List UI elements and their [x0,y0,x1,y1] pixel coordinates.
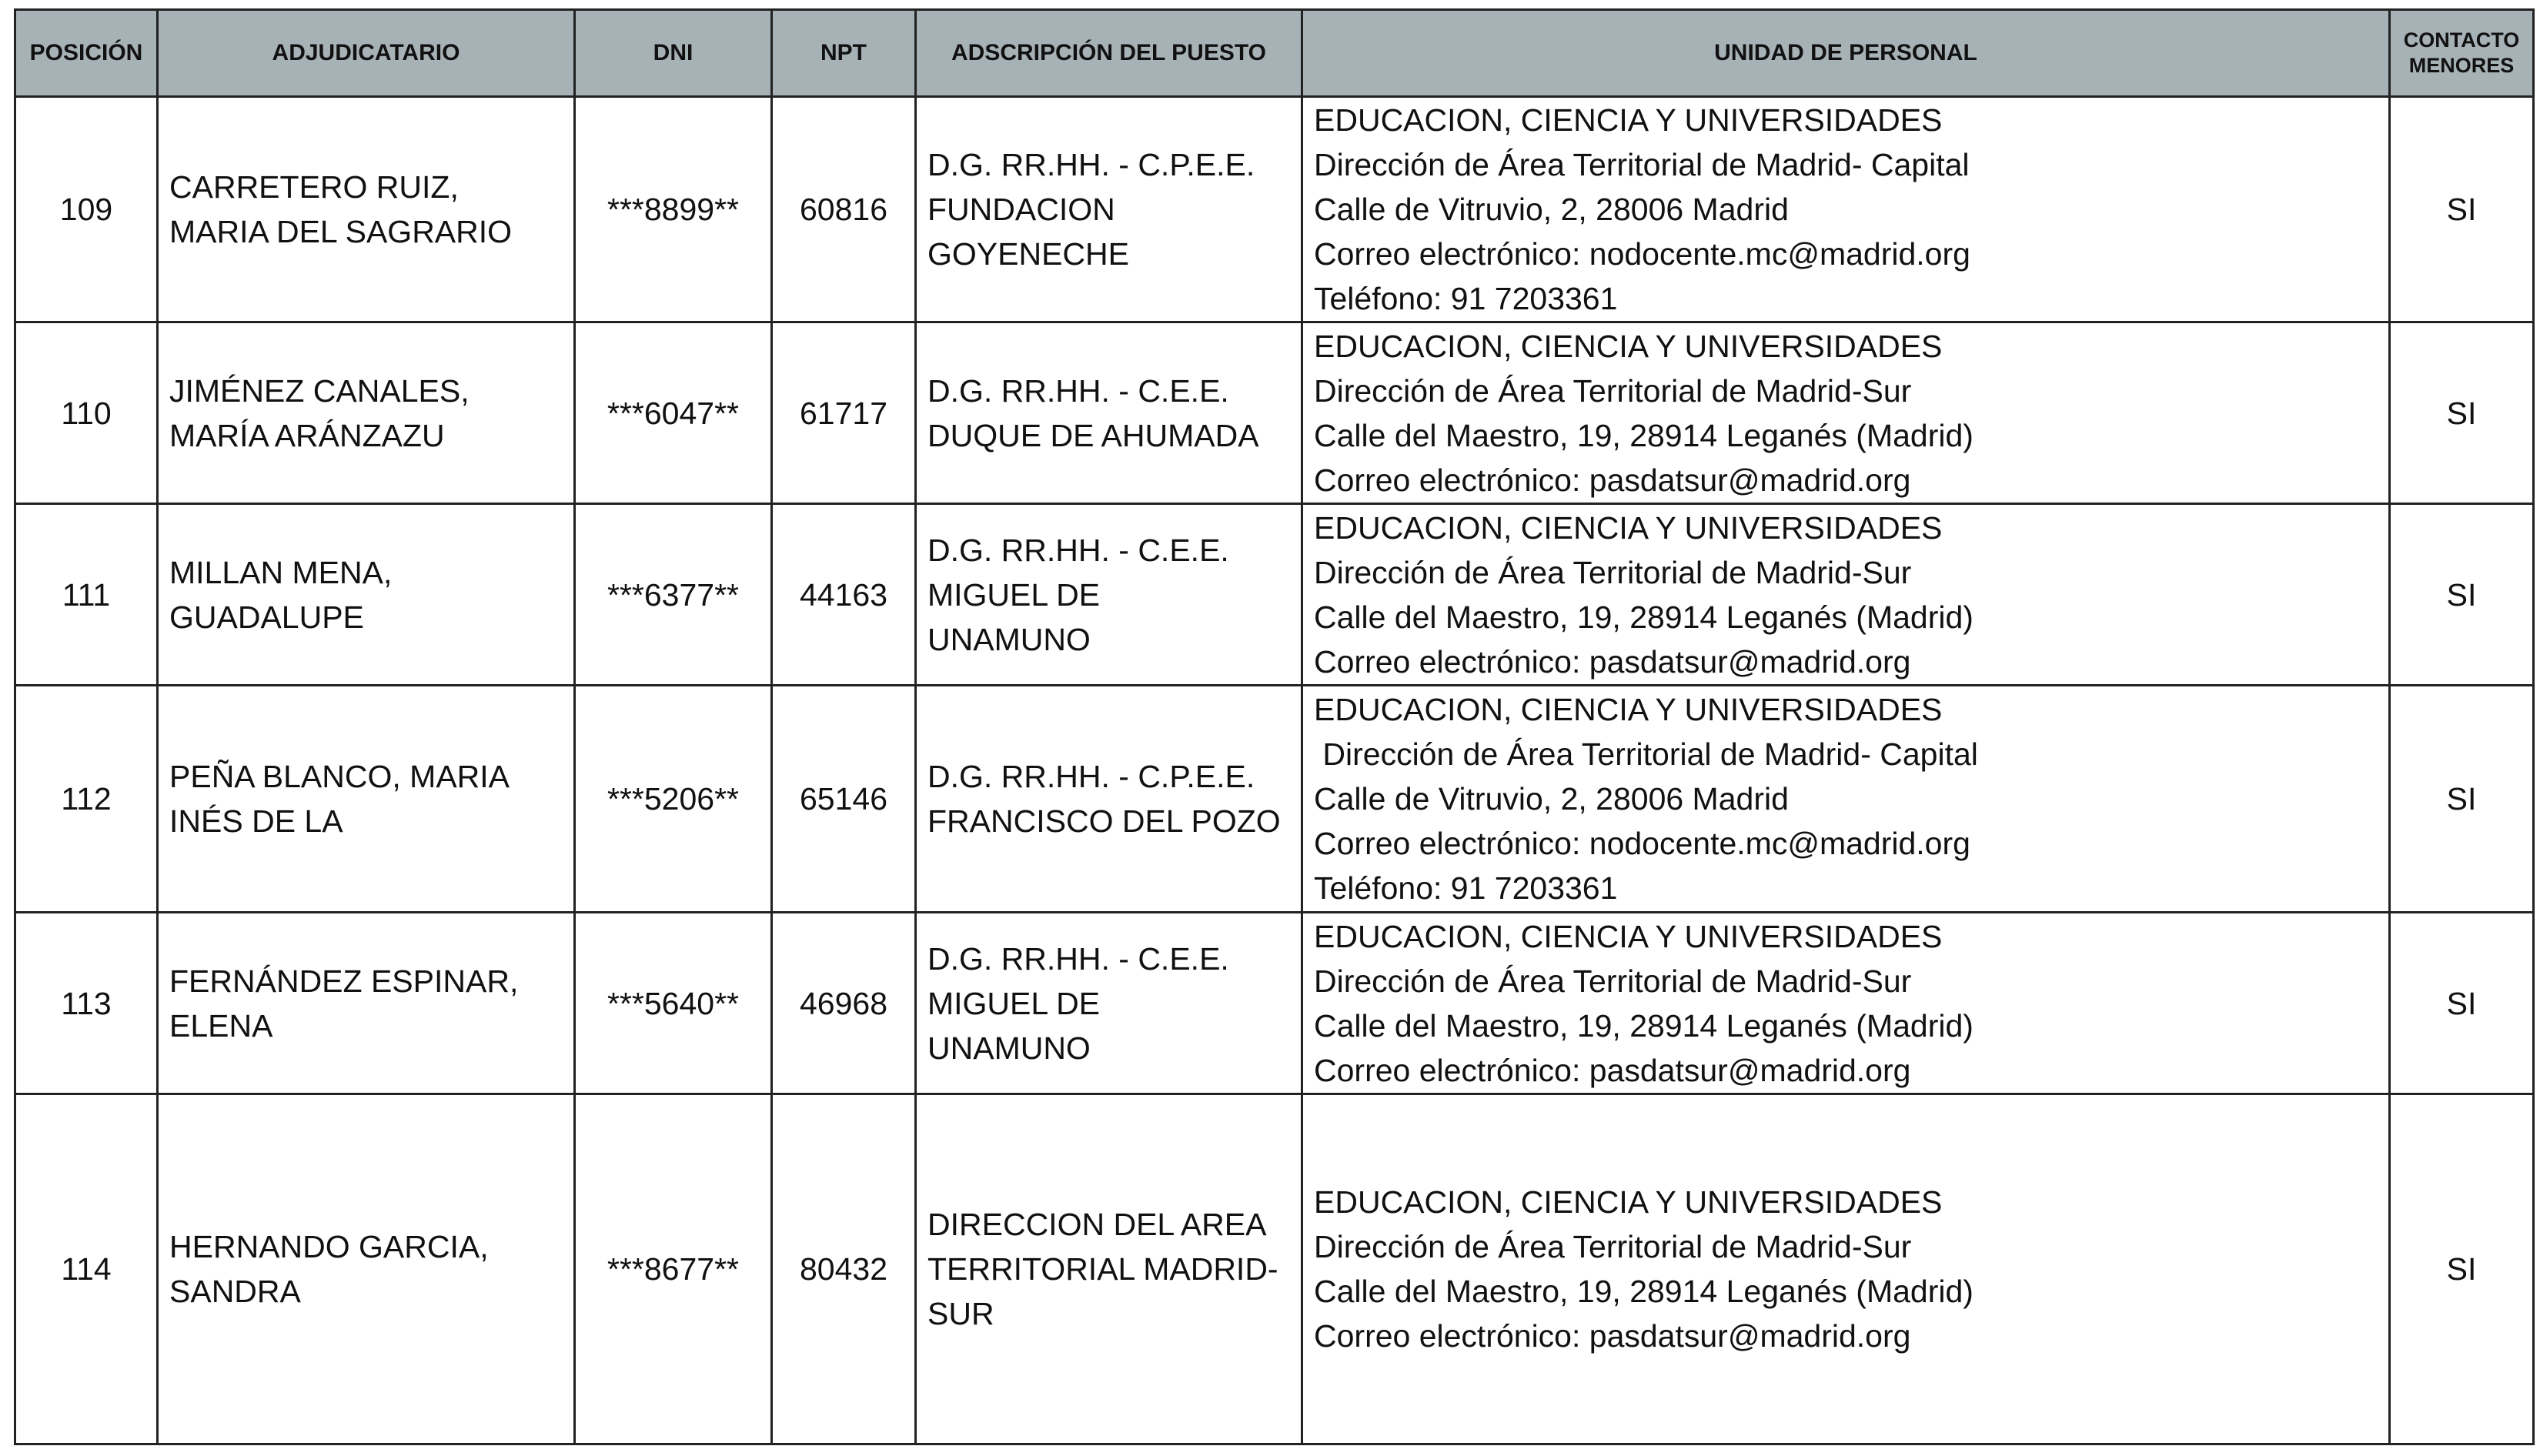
adscripcion-line: DUQUE DE AHUMADA [927,417,1259,453]
cell-dni: ***5640** [575,913,772,1094]
adscripcion-line: D.G. RR.HH. - C.P.E.E. [927,147,1255,182]
cell-npt: 65146 [772,686,916,913]
adscripcion-line: GOYENECHE [927,236,1129,272]
cell-dni: ***8677** [575,1094,772,1444]
unidad-line: Teléfono: 91 7203361 [1314,870,1618,906]
table-row [15,913,2534,1094]
header-dni: DNI [575,10,772,97]
adscripcion-line: MIGUEL DE [927,985,1101,1021]
table-header-row [15,10,2534,97]
cell-adjudicatario [158,913,575,1094]
cell-contacto: SI [2390,1094,2534,1444]
adjudicatario-line: GUADALUPE [169,599,364,635]
cell-contacto: SI [2390,504,2534,686]
cell-adscripcion [916,1094,1302,1444]
header-adscripcion: ADSCRIPCIÓN DEL PUESTO [916,10,1302,97]
table-row [15,322,2534,504]
unidad-line: Calle del Maestro, 19, 28914 Leganés (Madrid) [1314,1274,1974,1309]
adscripcion-line: D.G. RR.HH. - C.P.E.E. [927,759,1255,794]
cell-unidad [1302,686,2390,913]
cell-posicion: 114 [15,1094,158,1444]
cell-adscripcion [916,913,1302,1094]
cell-adjudicatario [158,97,575,322]
unidad-line: Correo electrónico: nodocente.mc@madrid.org [1314,236,1970,272]
unidad-line: Correo electrónico: pasdatsur@madrid.org [1314,1052,1911,1088]
unidad-line: Calle del Maestro, 19, 28914 Leganés (Madrid) [1314,1007,1974,1044]
adjudication-table [14,8,2535,1445]
adjudicatario-line: ELENA [169,1007,273,1044]
adjudicatario-line: PEÑA BLANCO, MARIA [169,759,510,794]
adjudicatario-line: FERNÁNDEZ ESPINAR, [169,963,519,999]
unidad-line: Dirección de Área Territorial de Madrid- Capital [1314,736,1978,772]
cell-adjudicatario [158,322,575,504]
cell-dni: ***5206** [575,686,772,913]
unidad-line: Calle del Maestro, 19, 28914 Leganés (Madrid) [1314,599,1974,635]
adscripcion-line: UNAMUNO [927,1030,1091,1066]
cell-posicion: 112 [15,686,158,913]
adjudicatario-line: HERNANDO GARCIA, [169,1229,489,1264]
header-unidad: UNIDAD DE PERSONAL [1302,10,2390,97]
adjudicatario-line: MARIA DEL SAGRARIO [169,214,513,249]
table-row [15,97,2534,322]
cell-adscripcion [916,97,1302,322]
adjudicatario-line: SANDRA [169,1274,301,1309]
adscripcion-line: UNAMUNO [927,621,1091,657]
adscripcion-line: MIGUEL DE [927,576,1101,613]
cell-adscripcion [916,322,1302,504]
unidad-line: Correo electrónico: pasdatsur@madrid.org [1314,643,1911,680]
adjudicatario-line: INÉS DE LA [169,803,343,839]
header-npt: NPT [772,10,916,97]
adscripcion-line: D.G. RR.HH. - C.E.E. [927,532,1229,568]
unidad-line: EDUCACION, CIENCIA Y UNIVERSIDADES [1314,509,1943,546]
adjudicatario-line: MARÍA ARÁNZAZU [169,417,445,453]
adscripcion-line: D.G. RR.HH. - C.E.E. [927,940,1229,977]
unidad-line: Correo electrónico: pasdatsur@madrid.org [1314,1318,1911,1354]
cell-npt: 80432 [772,1094,916,1444]
cell-npt: 60816 [772,97,916,322]
cell-dni: ***8899** [575,97,772,322]
unidad-line: Calle del Maestro, 19, 28914 Leganés (Madrid) [1314,417,1974,453]
cell-dni: ***6377** [575,504,772,686]
cell-posicion: 109 [15,97,158,322]
adscripcion-line: FUNDACION [927,192,1115,227]
unidad-line: EDUCACION, CIENCIA Y UNIVERSIDADES [1314,1184,1943,1220]
cell-contacto: SI [2390,686,2534,913]
unidad-line: EDUCACION, CIENCIA Y UNIVERSIDADES [1314,918,1943,954]
cell-unidad [1302,322,2390,504]
adscripcion-line: TERRITORIAL MADRID- [927,1251,1278,1287]
cell-posicion: 113 [15,913,158,1094]
cell-adjudicatario [158,686,575,913]
table-body [15,97,2534,1444]
adjudicatario-line: JIMÉNEZ CANALES, [169,372,470,409]
cell-unidad [1302,97,2390,322]
adjudicatario-line: MILLAN MENA, [169,554,393,590]
adscripcion-line: SUR [927,1296,994,1331]
header-posicion: POSICIÓN [15,10,158,97]
cell-adscripcion [916,686,1302,913]
unidad-line: Teléfono: 91 7203361 [1314,281,1618,316]
cell-npt: 44163 [772,504,916,686]
cell-adscripcion [916,504,1302,686]
header-contacto-menores [2390,10,2534,97]
cell-adjudicatario [158,1094,575,1444]
cell-dni: ***6047** [575,322,772,504]
cell-npt: 61717 [772,322,916,504]
cell-unidad [1302,1094,2390,1444]
header-contacto-line1: CONTACTO [2403,28,2520,52]
unidad-line: Dirección de Área Territorial de Madrid-Sur [1314,372,1912,409]
table-row [15,1094,2534,1444]
unidad-line: Dirección de Área Territorial de Madrid-Sur [1314,963,1912,999]
adjudicatario-line: CARRETERO RUIZ, [169,169,459,205]
unidad-line: EDUCACION, CIENCIA Y UNIVERSIDADES [1314,328,1943,364]
cell-contacto: SI [2390,322,2534,504]
unidad-line: Correo electrónico: nodocente.mc@madrid.org [1314,826,1970,861]
adscripcion-line: DIRECCION DEL AREA [927,1207,1267,1242]
unidad-line: Dirección de Área Territorial de Madrid- Capital [1314,147,1970,182]
cell-contacto: SI [2390,97,2534,322]
cell-contacto: SI [2390,913,2534,1094]
table-row [15,686,2534,913]
unidad-line: Dirección de Área Territorial de Madrid-Sur [1314,1229,1912,1264]
unidad-line: Dirección de Área Territorial de Madrid-Sur [1314,554,1912,590]
unidad-line: Calle de Vitruvio, 2, 28006 Madrid [1314,781,1789,816]
unidad-line: Correo electrónico: pasdatsur@madrid.org [1314,462,1911,498]
adscripcion-line: D.G. RR.HH. - C.E.E. [927,372,1229,409]
cell-unidad [1302,913,2390,1094]
cell-adjudicatario [158,504,575,686]
cell-posicion: 110 [15,322,158,504]
header-contacto-line2: MENORES [2408,54,2515,77]
cell-npt: 46968 [772,913,916,1094]
unidad-line: EDUCACION, CIENCIA Y UNIVERSIDADES [1314,102,1943,138]
unidad-line: Calle de Vitruvio, 2, 28006 Madrid [1314,192,1789,227]
cell-posicion: 111 [15,504,158,686]
cell-unidad [1302,504,2390,686]
table-row [15,504,2534,686]
adscripcion-line: FRANCISCO DEL POZO [927,803,1281,839]
unidad-line: EDUCACION, CIENCIA Y UNIVERSIDADES [1314,692,1943,727]
header-adjudicatario: ADJUDICATARIO [158,10,575,97]
